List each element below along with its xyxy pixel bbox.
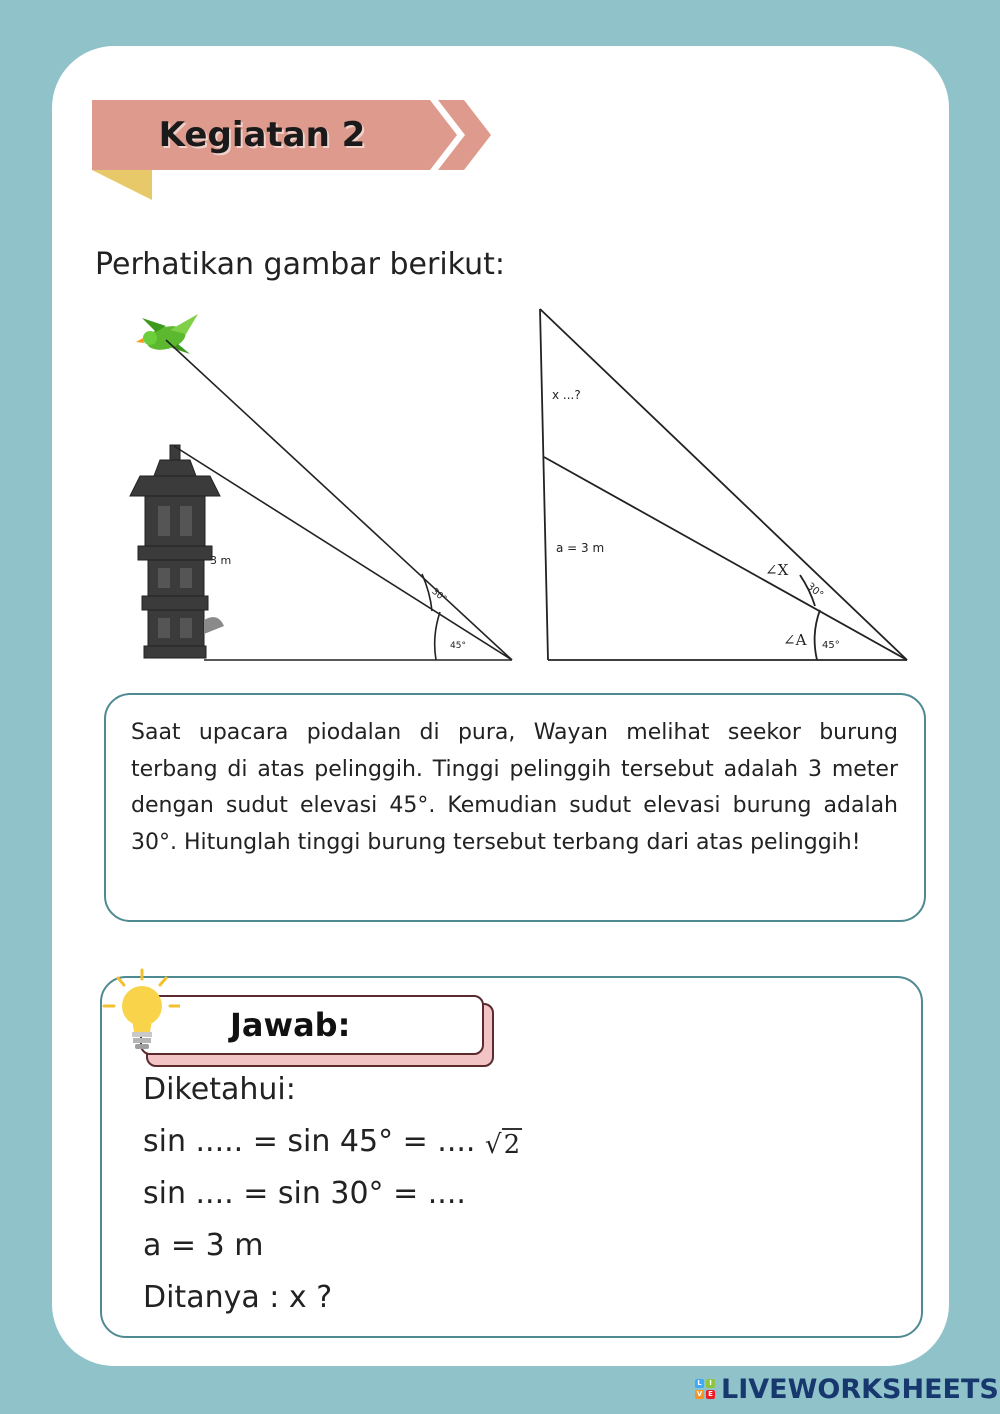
known-line-sin45 [143,1124,522,1160]
sqrt-symbol: √2 [485,1130,521,1160]
elevation-lines [166,340,512,660]
angle-x-label: ∠X [765,561,789,579]
temple-illustration [130,445,224,658]
instruction-text: Perhatikan gambar berikut: [95,247,506,282]
logo-square: L [695,1379,704,1388]
unknown-x-label: x ...? [552,388,581,402]
known-heading: Diketahui: [143,1072,296,1107]
triangle-lines [540,309,907,660]
problem-box [104,693,926,922]
brand-name: LIVEWORKSHEETS [721,1373,999,1405]
page-title: Kegiatan 2 [158,115,366,155]
known-line-a: a = 3 m [143,1228,264,1263]
logo-square: V [696,1390,703,1398]
logo-square: E [706,1390,715,1399]
problem-text: Saat upacara piodalan di pura, Wayan melihat seekor burung terbang di atas pelinggih. Tinggi pelinggih tersebut adalah 3 meter dengan sudut elevasi 45°. Kemudian sudut elevasi burung adalah 30°. Hitunglah tinggi burung tersebut terbang dari atas pelinggih! [131,720,898,855]
side-a-label: a = 3 m [556,541,605,555]
angle-30-label: 30° [429,586,449,605]
logo-square: I [706,1379,715,1388]
temple-diagram [100,300,520,680]
angle-a-label: ∠A [783,631,807,649]
angle-a-value: 45° [822,640,840,651]
angle-45-label: 45° [450,641,466,651]
height-label: 3 m [210,554,232,567]
known-line-sin30: sin .... = sin 30° = .... [143,1176,466,1211]
logo-mark-icon [695,1379,715,1399]
sqrt-radicand: 2 [503,1130,521,1160]
bird-illustration [136,314,198,354]
sin45-text: sin ..... = sin 45° = .... [143,1124,476,1159]
answer-label: Jawab: [140,995,484,1055]
banner-fold [92,170,152,200]
liveworksheets-logo [695,1372,999,1406]
angle-x-value: 30° [804,581,826,601]
lightbulb-icon [100,968,180,1058]
question-line: Ditanya : x ? [143,1280,333,1315]
triangle-diagram [535,300,925,680]
